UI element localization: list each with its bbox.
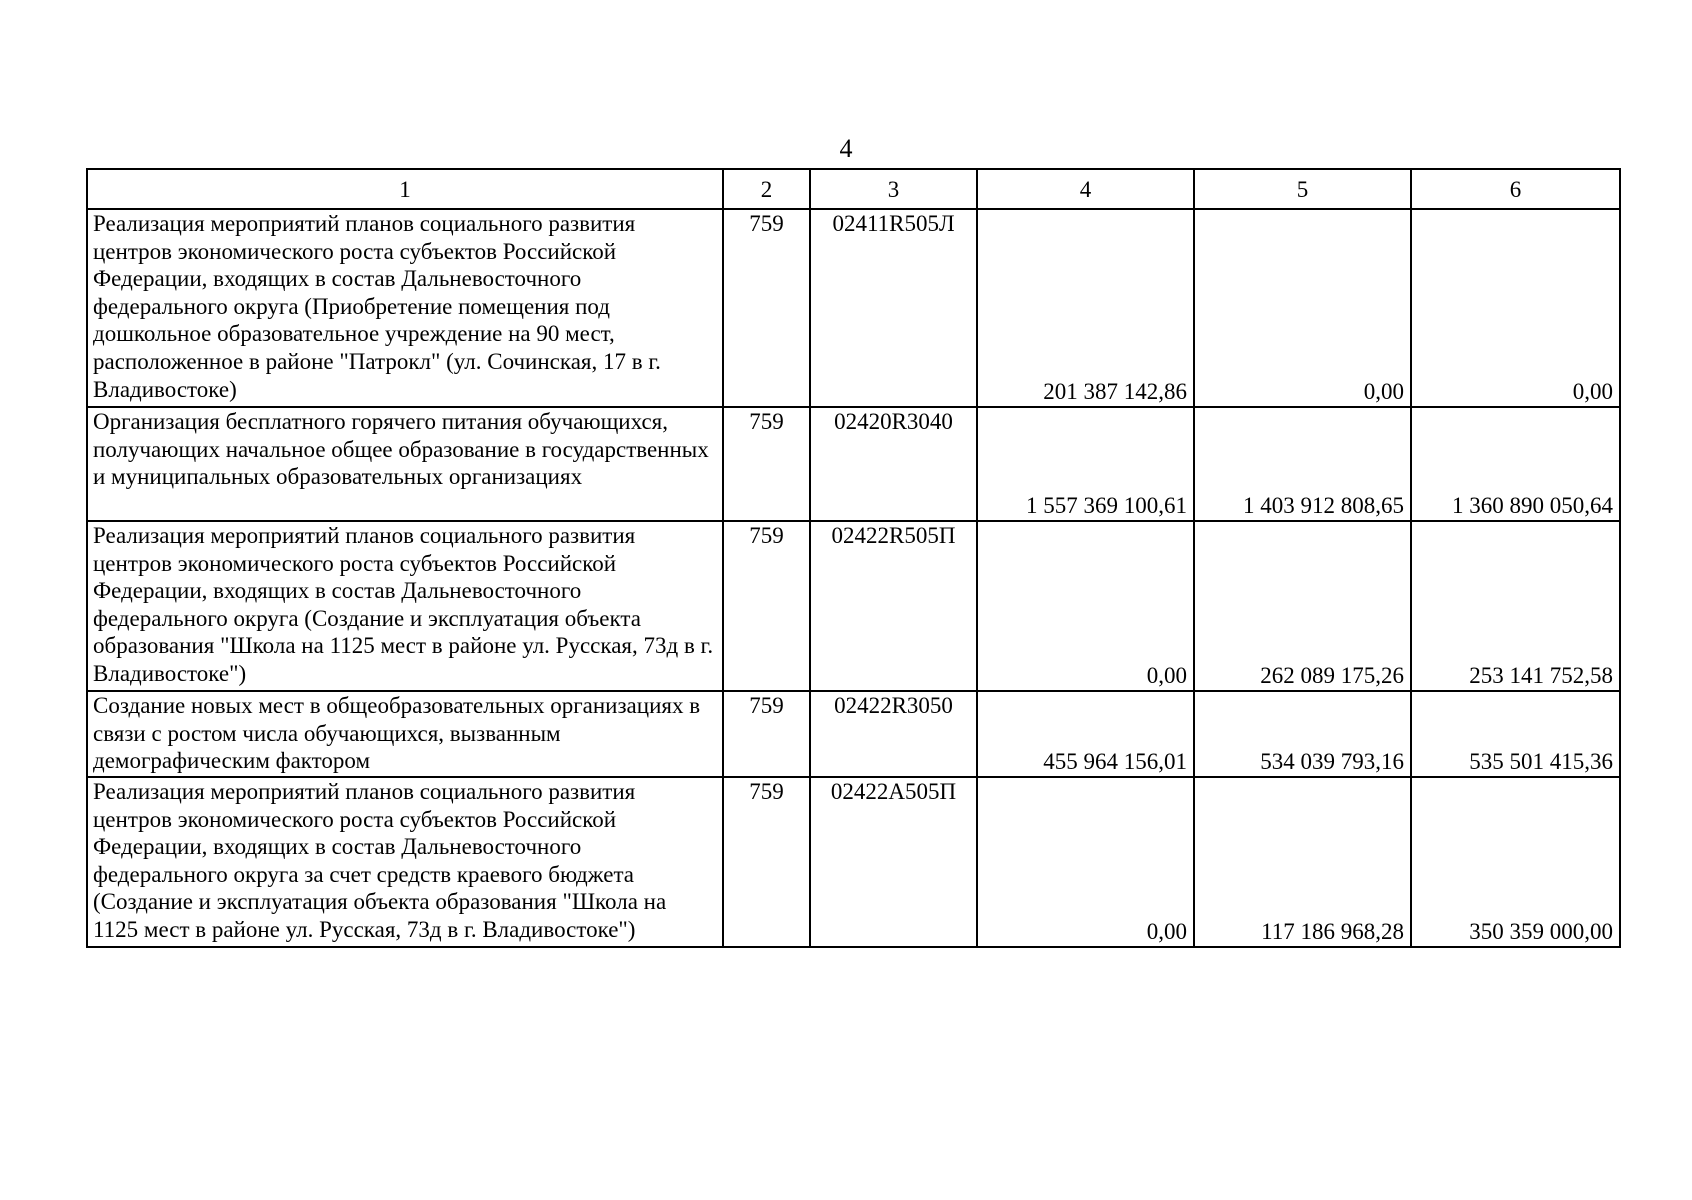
row-amount-col4: 1 557 369 100,61 [977,407,1194,521]
table-row [87,209,1620,407]
row-amount-col6: 350 359 000,00 [1411,777,1620,947]
row-ministry-code: 759 [723,407,810,521]
row-amount-col4: 201 387 142,86 [977,209,1194,407]
header-col-4: 4 [977,169,1194,209]
row-amount-col4: 455 964 156,01 [977,691,1194,777]
row-amount-col6: 535 501 415,36 [1411,691,1620,777]
row-name: Организация бесплатного горячего питания обучающихся, получающих начальное общее образование в государственных и муниципальных образовательных организациях [87,407,723,521]
row-amount-col4: 0,00 [977,777,1194,947]
row-amount-col5: 0,00 [1194,209,1411,407]
header-col-3: 3 [810,169,977,209]
row-amount-col5: 117 186 968,28 [1194,777,1411,947]
row-ministry-code: 759 [723,777,810,947]
row-ministry-code: 759 [723,521,810,691]
row-amount-col4: 0,00 [977,521,1194,691]
row-ministry-code: 759 [723,209,810,407]
budget-table [86,168,1621,948]
table-row [87,407,1620,521]
row-amount-col5: 534 039 793,16 [1194,691,1411,777]
row-target-code: 02422R505П [810,521,977,691]
row-target-code: 02422А505П [810,777,977,947]
row-name: Реализация мероприятий планов социального развития центров экономического роста субъектов Российской Федерации, входящих в состав Дальневосточного федерального округа (Создание и эксплуатация объекта образования "Школа на 1125 мест в районе ул. Русская, 73д в г. Владивостоке") [87,521,723,691]
row-amount-col5: 262 089 175,26 [1194,521,1411,691]
header-row [87,169,1620,209]
row-name: Реализация мероприятий планов социального развития центров экономического роста субъектов Российской Федерации, входящих в состав Дальневосточного федерального округа (Приобретение помещения под дошкольное образовательное учреждение на 90 мест, расположенное в районе "Патрокл" (ул. Сочинская, 17 в г. Владивостоке) [87,209,723,407]
row-target-code: 02411R505Л [810,209,977,407]
row-ministry-code: 759 [723,691,810,777]
row-target-code: 02420R3040 [810,407,977,521]
row-name: Создание новых мест в общеобразовательных организациях в связи с ростом числа обучающихся, вызванным демографическим фактором [87,691,723,777]
header-col-5: 5 [1194,169,1411,209]
row-amount-col6: 0,00 [1411,209,1620,407]
row-amount-col6: 253 141 752,58 [1411,521,1620,691]
table-row [87,691,1620,777]
row-target-code: 02422R3050 [810,691,977,777]
header-col-2: 2 [723,169,810,209]
row-amount-col5: 1 403 912 808,65 [1194,407,1411,521]
header-col-6: 6 [1411,169,1620,209]
row-amount-col6: 1 360 890 050,64 [1411,407,1620,521]
header-col-1: 1 [87,169,723,209]
table-row [87,521,1620,691]
table-row [87,777,1620,947]
page-number: 4 [839,134,853,163]
row-name: Реализация мероприятий планов социального развития центров экономического роста субъектов Российской Федерации, входящих в состав Дальневосточного федерального округа за счет средств краевого бюджета (Создание и эксплуатация объекта образования "Школа на 1125 мест в районе ул. Русская, 73д в г. Владивостоке") [87,777,723,947]
